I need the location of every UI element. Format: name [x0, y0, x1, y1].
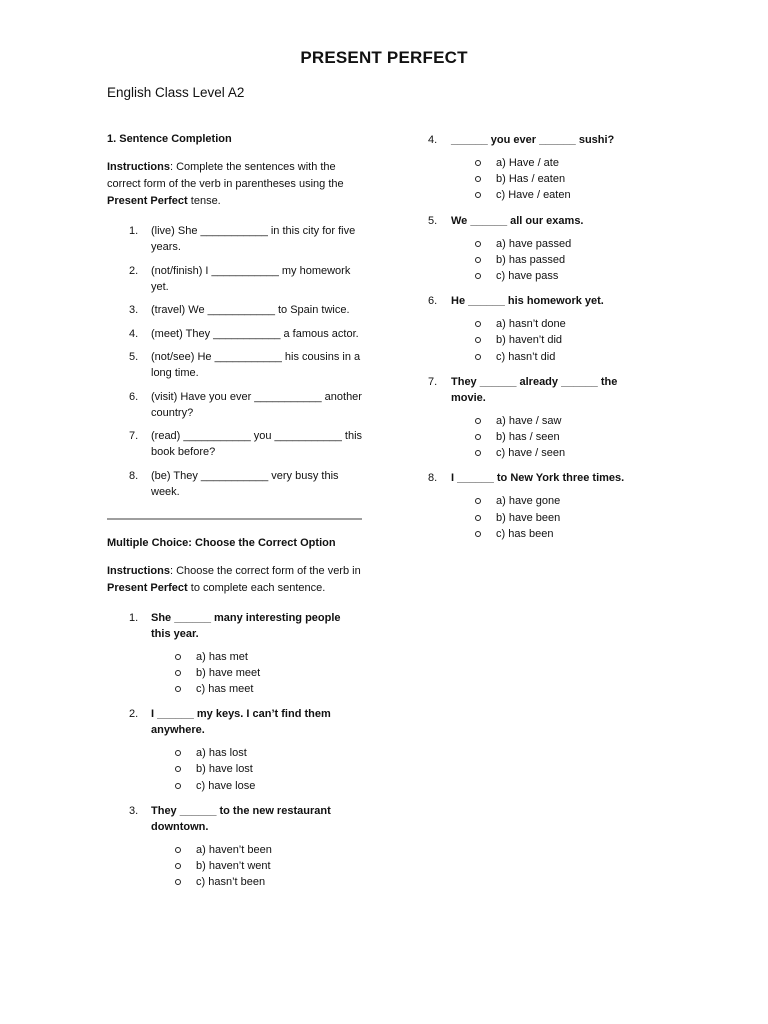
- question-text: I ______ to New York three times.: [451, 472, 625, 485]
- option-item: [428, 493, 648, 509]
- option-text: b) haven’t went: [196, 859, 271, 872]
- question-block: [107, 803, 363, 891]
- option-list: [107, 745, 363, 794]
- item-number: 5.: [129, 351, 139, 363]
- option-text: c) hasn’t did: [496, 350, 556, 363]
- question-block: [107, 706, 363, 794]
- instructions-text-end: to complete each sentence.: [187, 581, 326, 594]
- instructions-label: Instructions: [107, 161, 170, 173]
- question: [428, 470, 648, 486]
- question-block: [428, 293, 648, 365]
- question-text: We ______ all our exams.: [451, 214, 584, 227]
- circle-bullet-icon: [175, 654, 181, 660]
- circle-bullet-icon: [175, 879, 181, 885]
- option-text: b) has passed: [496, 253, 566, 266]
- option-list: [107, 842, 363, 891]
- item-number: 3.: [129, 304, 139, 316]
- item-number: 4.: [129, 327, 139, 340]
- question-number: 1.: [129, 611, 139, 624]
- option-item: [428, 171, 648, 187]
- option-text: a) has lost: [196, 747, 247, 760]
- instructions-tense: Present Perfect: [107, 195, 188, 207]
- question: [107, 610, 363, 642]
- option-text: c) Have / eaten: [496, 189, 571, 202]
- circle-bullet-icon: [475, 531, 481, 537]
- sentence-completion-instructions: [107, 159, 363, 210]
- question: [107, 803, 363, 835]
- circle-bullet-icon: [475, 337, 481, 343]
- option-item: [428, 155, 648, 171]
- instructions-tense: Present Perfect: [107, 581, 188, 594]
- circle-bullet-icon: [475, 257, 481, 263]
- item-number: 7.: [129, 430, 139, 442]
- option-item: [107, 874, 363, 890]
- option-text: c) have pass: [496, 270, 559, 283]
- circle-bullet-icon: [475, 176, 481, 182]
- option-text: c) have lose: [196, 779, 256, 792]
- option-item: [107, 681, 363, 697]
- option-text: c) has been: [496, 527, 554, 540]
- option-item: [428, 268, 648, 284]
- option-text: a) has met: [196, 650, 248, 663]
- circle-bullet-icon: [475, 321, 481, 327]
- circle-bullet-icon: [475, 498, 481, 504]
- option-item: [428, 349, 648, 365]
- page-title: PRESENT PERFECT: [300, 48, 468, 67]
- list-item: [107, 223, 363, 255]
- option-text: b) have lost: [196, 763, 253, 776]
- multiple-choice-heading: Multiple Choice: Choose the Correct Option: [107, 536, 336, 549]
- item-text: (not/see) He ___________ his cousins in a long time.: [151, 351, 361, 379]
- question-block: [428, 213, 648, 285]
- option-item: [107, 842, 363, 858]
- option-list: [428, 236, 648, 285]
- option-list: [107, 649, 363, 698]
- item-text: (travel) We ___________ to Spain twice.: [151, 304, 350, 316]
- circle-bullet-icon: [475, 515, 481, 521]
- page-subtitle: English Class Level A2: [107, 85, 245, 100]
- item-number: 8.: [129, 469, 139, 482]
- option-item: [107, 665, 363, 681]
- question-number: 3.: [129, 804, 139, 817]
- question-number: 8.: [428, 472, 438, 485]
- question-text: He ______ his homework yet.: [451, 295, 604, 308]
- option-text: c) have / seen: [496, 447, 566, 460]
- instructions-label: Instructions: [107, 564, 170, 577]
- circle-bullet-icon: [475, 434, 481, 440]
- option-list: [428, 155, 648, 204]
- item-text: (be) They ___________ very busy this week.: [151, 469, 339, 498]
- circle-bullet-icon: [475, 192, 481, 198]
- option-item: [428, 429, 648, 445]
- option-text: c) hasn’t been: [196, 876, 266, 889]
- question-number: 5.: [428, 214, 438, 227]
- question-number: 6.: [428, 295, 438, 308]
- list-item: [107, 389, 363, 421]
- question-text: They ______ already ______ the movie.: [451, 375, 618, 404]
- circle-bullet-icon: [475, 354, 481, 360]
- circle-bullet-icon: [175, 766, 181, 772]
- sentence-completion-heading: 1. Sentence Completion: [107, 133, 232, 145]
- question: [428, 293, 648, 309]
- item-text: (meet) They ___________ a famous actor.: [151, 327, 359, 340]
- list-item: [107, 263, 363, 295]
- circle-bullet-icon: [475, 450, 481, 456]
- instructions-text-end: tense.: [187, 195, 221, 207]
- question-block: [428, 374, 648, 462]
- list-item: [107, 302, 363, 318]
- option-item: [428, 413, 648, 429]
- option-text: b) Has / eaten: [496, 173, 566, 186]
- sentence-completion-list: [107, 223, 363, 500]
- circle-bullet-icon: [175, 783, 181, 789]
- question-number: 7.: [428, 375, 438, 388]
- option-text: a) haven’t been: [196, 843, 272, 856]
- question: [107, 706, 363, 738]
- circle-bullet-icon: [175, 863, 181, 869]
- question: [428, 132, 648, 148]
- question-block: [107, 610, 363, 698]
- circle-bullet-icon: [175, 686, 181, 692]
- option-text: a) hasn’t done: [496, 318, 566, 331]
- question-text: ______ you ever ______ sushi?: [451, 134, 615, 146]
- instructions-text: : Choose the correct form of the verb in: [169, 564, 361, 577]
- item-number: 6.: [129, 390, 139, 403]
- option-item: [428, 445, 648, 461]
- list-item: [107, 428, 363, 460]
- item-text: (visit) Have you ever ___________ another country?: [151, 390, 362, 419]
- instructions-text: : Complete the sentences with the correct form of the verb in parentheses using the: [107, 161, 344, 190]
- option-item: [107, 778, 363, 794]
- option-item: [428, 187, 648, 203]
- section-divider: [107, 518, 362, 520]
- option-text: a) have gone: [496, 495, 561, 508]
- option-text: c) has meet: [196, 682, 254, 695]
- question-block: [428, 470, 648, 542]
- item-text: (live) She ___________ in this city for five years.: [151, 225, 356, 253]
- circle-bullet-icon: [175, 750, 181, 756]
- list-item: [107, 326, 363, 342]
- circle-bullet-icon: [475, 418, 481, 424]
- multiple-choice-instructions: [107, 563, 363, 597]
- option-item: [107, 858, 363, 874]
- option-text: b) haven’t did: [496, 334, 563, 347]
- circle-bullet-icon: [175, 847, 181, 853]
- item-number: 2.: [129, 264, 139, 277]
- option-text: b) have been: [496, 511, 561, 524]
- question-text: They ______ to the new restaurant downtown.: [151, 804, 331, 833]
- option-item: [428, 526, 648, 542]
- circle-bullet-icon: [475, 241, 481, 247]
- item-number: 1.: [129, 225, 139, 237]
- question-text: She ______ many interesting people this year.: [151, 611, 341, 640]
- option-item: [107, 649, 363, 665]
- option-item: [428, 510, 648, 526]
- option-item: [107, 745, 363, 761]
- circle-bullet-icon: [175, 670, 181, 676]
- item-text: (read) ___________ you ___________ this book before?: [151, 430, 363, 458]
- option-list: [428, 493, 648, 542]
- option-text: a) have passed: [496, 237, 572, 250]
- list-item: [107, 349, 363, 381]
- left-column: [107, 132, 363, 899]
- list-item: [107, 468, 363, 500]
- circle-bullet-icon: [475, 273, 481, 279]
- option-item: [107, 761, 363, 777]
- option-item: [428, 252, 648, 268]
- right-column: [428, 132, 648, 551]
- option-list: [428, 413, 648, 462]
- option-list: [428, 316, 648, 365]
- option-text: b) have meet: [196, 666, 261, 679]
- question-number: 4.: [428, 134, 438, 146]
- option-text: b) has / seen: [496, 431, 560, 444]
- option-item: [428, 236, 648, 252]
- question: [428, 213, 648, 229]
- item-text: (not/finish) I ___________ my homework yet.: [151, 264, 351, 293]
- question-number: 2.: [129, 708, 139, 721]
- option-item: [428, 332, 648, 348]
- circle-bullet-icon: [475, 160, 481, 166]
- question: [428, 374, 648, 406]
- question-block: [428, 132, 648, 204]
- option-text: a) Have / ate: [496, 157, 559, 169]
- option-text: a) have / saw: [496, 414, 562, 427]
- question-text: I ______ my keys. I can’t find them anywhere.: [151, 708, 331, 737]
- option-item: [428, 316, 648, 332]
